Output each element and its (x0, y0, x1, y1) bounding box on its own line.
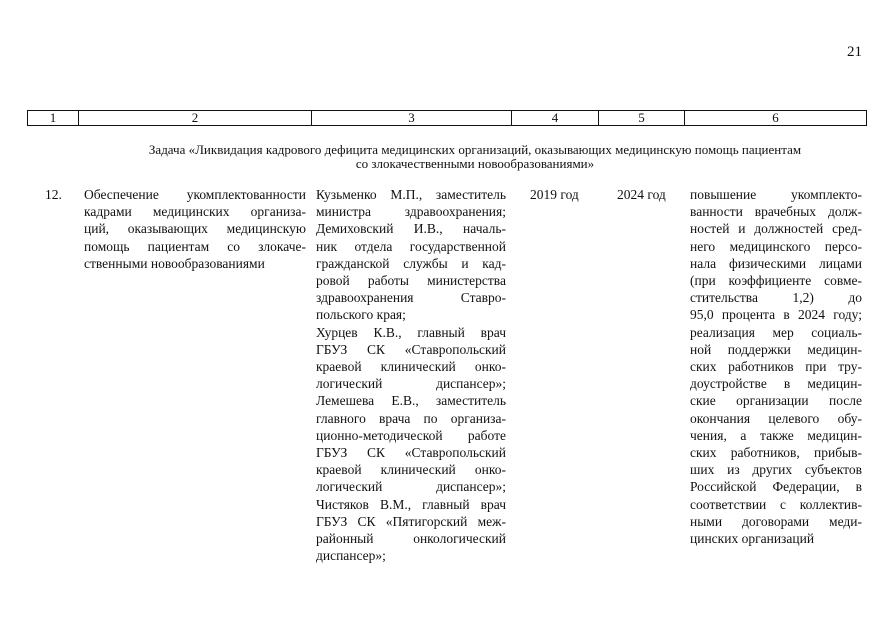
responsible-line: ГБУЗ СК «Ставропольский (316, 445, 506, 461)
measure-name-line: ственными новообразованиями (84, 255, 265, 271)
result-line: Российской Федерации, в (690, 479, 862, 495)
responsible-line: логический диспансер»; (316, 376, 506, 392)
result-line: него медицинского персо- (690, 238, 862, 254)
result-line: ванности врачебных долж- (690, 204, 862, 220)
start-year: 2019 год (530, 187, 579, 202)
header-col-4: 4 (512, 111, 599, 125)
responsible-line: краевой клинический онко- (316, 359, 506, 375)
measure-name-line: кадрами медицинских организа- (84, 204, 306, 220)
responsible-line: районный онкологический (316, 531, 506, 547)
responsible-line: Хурцев К.В., главный врач (316, 324, 506, 340)
result-line: стительства 1,2) до (690, 290, 862, 306)
responsible-line: главного врача по организа- (316, 410, 506, 426)
responsible-line: краевой клинический онко- (316, 462, 506, 478)
result-line: ские организации после (690, 393, 862, 409)
result-line: нала физическими лицами (690, 255, 862, 271)
responsible-line: логический диспансер»; (316, 479, 506, 495)
row-number: 12. (45, 187, 62, 202)
responsible-line: ционно-методической работе (316, 427, 506, 443)
result-line: окончания целевого обу- (690, 410, 862, 426)
task-title-line-2: со злокачественными новообразованиями» (355, 156, 595, 171)
page-number: 21 (847, 44, 862, 60)
result-line: ских работников, прибыв- (690, 445, 862, 461)
result-line: повышение укомплекто- (690, 187, 862, 202)
responsible-line: Кузьменко М.П., заместитель (316, 187, 506, 202)
task-title (90, 143, 860, 171)
responsible-line: польского края; (316, 307, 406, 323)
responsible-persons (316, 186, 506, 564)
measure-name (84, 186, 306, 272)
responsible-line: ровой работы министерства (316, 273, 506, 289)
end-year: 2024 год (617, 187, 666, 202)
result-line: ских работников при тру- (690, 359, 862, 375)
table-header-row (27, 110, 867, 126)
responsible-line: ГБУЗ СК «Пятигорский меж- (316, 513, 506, 529)
header-col-5: 5 (599, 111, 685, 125)
result-line: чения, а также медицин- (690, 427, 862, 443)
result-line: 95,0 процента в 2024 году; (690, 307, 862, 323)
result-line: (при коэффициенте совме- (690, 273, 862, 289)
result-line: соответствии с коллектив- (690, 496, 862, 512)
header-col-3: 3 (312, 111, 512, 125)
responsible-line: диспансер»; (316, 548, 386, 564)
responsible-line: здравоохранения Ставро- (316, 290, 506, 306)
task-title-line-1: Задача «Ликвидация кадрового дефицита медицинских организаций, оказывающих медицинскую помощь пациентам (148, 142, 802, 157)
result-line: реализация мер социаль- (690, 324, 862, 340)
result-line: ными договорами меди- (690, 513, 862, 529)
result-line: ностей и должностей сред- (690, 221, 862, 237)
header-col-6: 6 (772, 110, 779, 125)
responsible-line: министра здравоохранения; (316, 204, 506, 220)
result-line: цинских организаций (690, 531, 815, 547)
measure-name-line: помощь пациентам со злокаче- (84, 238, 306, 254)
result-line: ших из других субъектов (690, 462, 862, 478)
responsible-line: ник отдела государственной (316, 238, 506, 254)
responsible-line: Демиховский И.В., началь- (316, 221, 506, 237)
result-line: ной поддержки медицин- (690, 341, 862, 357)
header-col-1: 1 (28, 111, 79, 125)
responsible-line: гражданской службы и кад- (316, 255, 506, 271)
measure-name-line: ций, оказывающих медицинскую (84, 221, 306, 237)
expected-result (690, 186, 862, 547)
result-line: доустройстве в медицин- (690, 376, 862, 392)
header-col-2: 2 (79, 111, 312, 125)
responsible-line: ГБУЗ СК «Ставропольский (316, 341, 506, 357)
responsible-line: Лемешева Е.В., заместитель (316, 393, 506, 409)
responsible-line: Чистяков В.М., главный врач (316, 496, 506, 512)
measure-name-line: Обеспечение укомплектованности (84, 187, 306, 202)
